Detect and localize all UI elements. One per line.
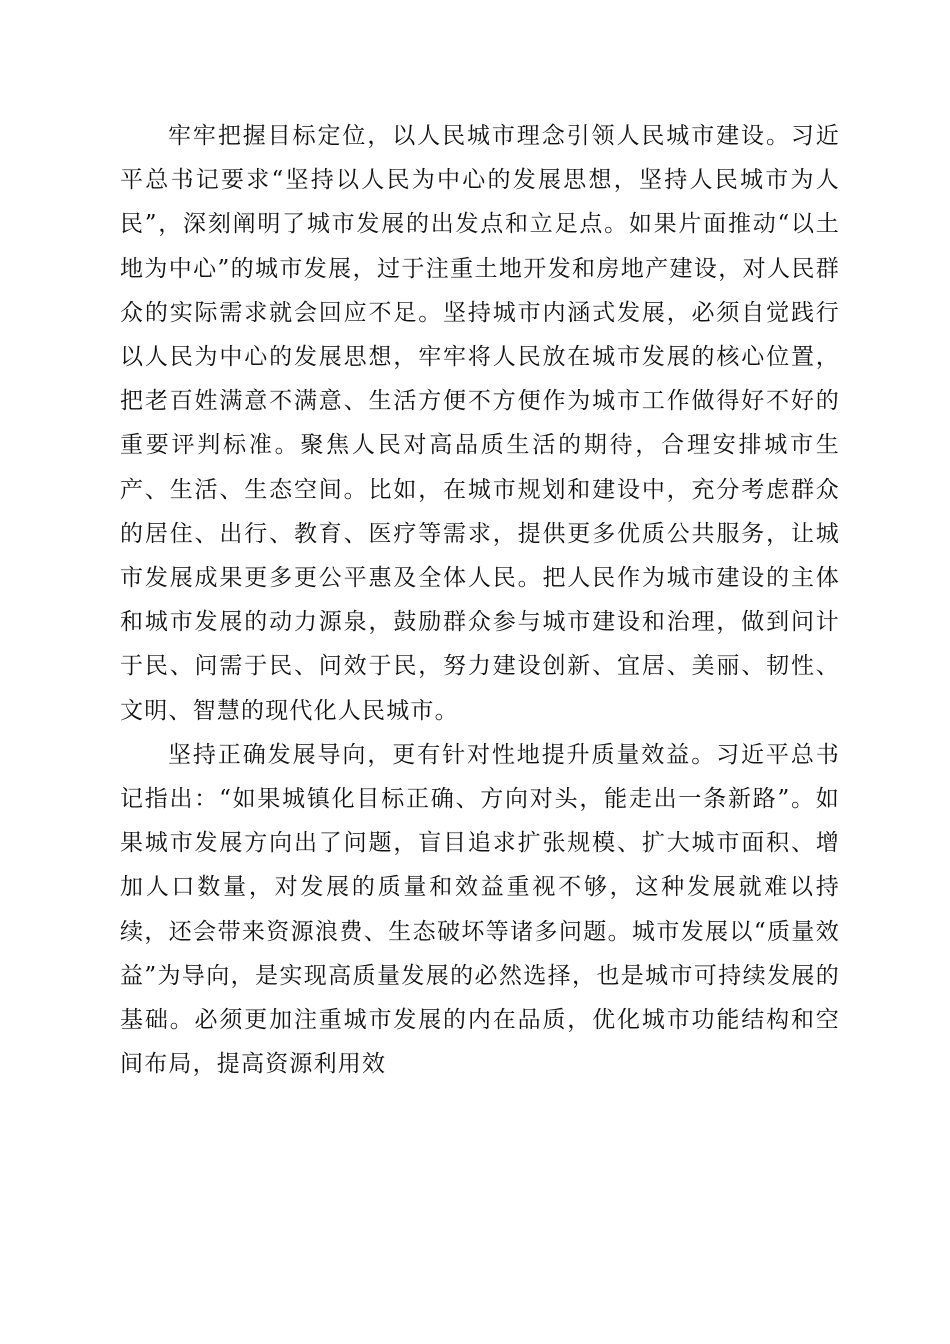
- paragraph-2: 坚持正确发展导向，更有针对性地提升质量效益。习近平总书记指出：“如果城镇化目标正确、方向对头，能走出一条新路”。如果城市发展方向出了问题，盲目追求扩张规模、扩大城市面积、增加人口数量，对发展的质量和效益重视不够，这种发展就难以持续，还会带来资源浪费、生态破坏等诸多问题。城市发展以“质量效益”为导向，是实现高质量发展的必然选择，也是城市可持续发展的基础。必须更加注重城市发展的内在品质，优化城市功能结构和空间布局，提高资源利用效: [120, 741, 840, 1078]
- document-body: [120, 114, 840, 1086]
- paragraph-1: 牢牢把握目标定位，以人民城市理念引领人民城市建设。习近平总书记要求“坚持以人民为中心的发展思想，坚持人民城市为人民”，深刻阐明了城市发展的出发点和立足点。如果片面推动“以土地为中心”的城市发展，过于注重土地开发和房地产建设，对人民群众的实际需求就会回应不足。坚持城市内涵式发展，必须自觉践行以人民为中心的发展思想，牢牢将人民放在城市发展的核心位置，把老百姓满意不满意、生活方便不方便作为城市工作做得好不好的重要评判标准。聚焦人民对高品质生活的期待，合理安排城市生产、生活、生态空间。比如，在城市规划和建设中，充分考虑群众的居住、出行、教育、医疗等需求，提供更多优质公共服务，让城市发展成果更多更公平惠及全体人民。把人民作为城市建设的主体和城市发展的动力源泉，鼓励群众参与城市建设和治理，做到问计于民、问需于民、问效于民，努力建设创新、宜居、美丽、韧性、文明、智慧的现代化人民城市。: [120, 123, 840, 724]
